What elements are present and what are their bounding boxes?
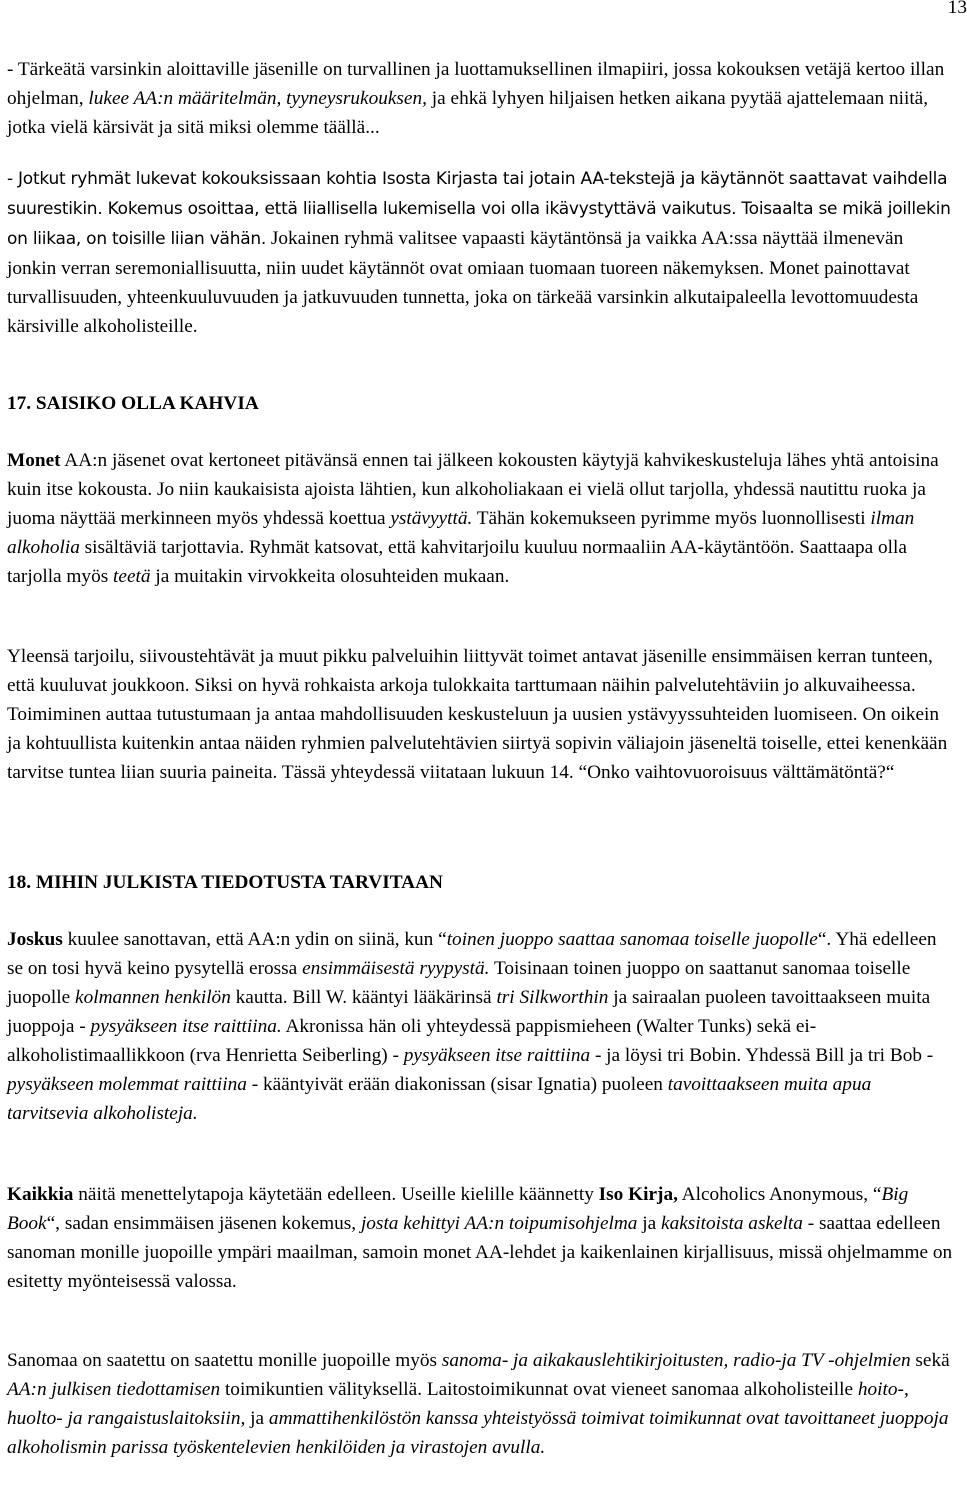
text-run: ja	[637, 1213, 662, 1234]
italic-run: sanoma- ja aikakauslehtikirjoitusten, radio-ja TV -ohjelmien	[441, 1350, 911, 1371]
text-run: Siksi on hyvä rohkaista arkoja tulokkaita tarttumaan näihin palvelutehtäviin jo alkuvaiheessa.	[189, 675, 916, 696]
paragraph-big-book	[7, 1180, 955, 1296]
italic-run: teetä	[113, 566, 151, 587]
text-run: Tässä yhteydessä viitataan lukuun 14. “Onko vaihtovuoroisuus välttämätöntä?“	[277, 762, 895, 783]
italic-run: tri Silkworthin	[496, 987, 609, 1008]
paragraph-service-tasks	[7, 642, 955, 787]
text-run: Yleensä tarjoilu, siivoustehtävät ja muut pikku palveluihin liittyvät toimet antavat jäsenille ensimmäisen kerran tunteen, että kuuluvat joukkoon.	[7, 646, 933, 696]
text-run: “, sadan ensimmäisen jäsenen kokemus,	[46, 1213, 361, 1234]
text-run: Alcoholics Anonymous, “	[677, 1184, 882, 1205]
text-run: ja muitakin virvokkeita olosuhteiden mukaan.	[150, 566, 510, 587]
paragraph-meeting-atmosphere	[7, 55, 955, 142]
text-run: näitä menettelytapoja käytetään edelleen.	[73, 1184, 397, 1205]
italic-run: pysyäkseen itse raittiina	[403, 1045, 591, 1066]
text-run: - kääntyivät erään diakonissan (sisar Ignatia) puoleen	[246, 1074, 668, 1095]
section-heading-18: 18. MIHIN JULKISTA TIEDOTUSTA TARVITAAN	[7, 872, 443, 893]
italic-run: pysyäkseen itse raittiina.	[90, 1016, 282, 1037]
text-run: Jokainen ryhmä valitsee vapaasti käytäntönsä ja vaikka AA:ssa näyttää ilmenevän jonkin verran seremoniallisuutta, niin uudet käytännöt ovat omiaan tuomaan tuoreen näkemyksen.	[7, 228, 904, 279]
text-run: Toisinaan toinen juoppo on saattanut sanomaa toiselle juopolle	[7, 958, 911, 1008]
italic-run: ammattihenkilöstön kanssa yhteistyössä toimivat toimikunnat ovat tavoittaneet juoppoja alkoholismin parissa työskentelevien henkilöiden ja virastojen avulla.	[7, 1408, 949, 1458]
italic-run: ystävyyttä.	[390, 508, 473, 529]
paragraph-reading-practices	[7, 164, 955, 341]
text-run: Useille kielille käännetty	[396, 1184, 599, 1205]
text-run: Toimiminen auttaa tutustumaan ja antaa mahdollisuuden keskusteluun ja uusien ystävyyssuhteiden luomiseen.	[7, 704, 858, 725]
italic-run: kaksitoista askelta	[661, 1213, 803, 1234]
text-run: Tähän kokemukseen pyrimme myös luonnollisesti	[472, 508, 871, 529]
italic-run: AA:n julkisen tiedottamisen	[7, 1379, 221, 1400]
italic-run: kolmannen henkilön	[75, 987, 231, 1008]
italic-run: tavoittaakseen muita apua tarvitsevia alkoholisteja.	[7, 1074, 872, 1124]
text-run: sekä	[910, 1350, 950, 1371]
text-run: On oikein ja kohtuullista kuitenkin antaa näiden ryhmien palvelutehtävien siirtyä sopivin väliajoin jäseneltä toiselle, ettei kenenkään tarvitse tuntea liian suuria paineita.	[7, 704, 948, 783]
text-run: ja sairaalan puoleen tavoittaakseen muita juoppoja -	[7, 987, 931, 1037]
text-run: Jo niin kaukaisista ajoista lähtien, kun alkoholiakaan ei vielä ollut tarjolla, yhdessä nautittu ruoka ja juoma näyttää merkinneen myös yhdessä koettua	[7, 479, 926, 529]
paragraph-media-outreach	[7, 1346, 955, 1462]
text-run: - ja löysi tri Bobin. Yhdessä Bill ja tri Bob -	[590, 1045, 934, 1066]
text-run: Ryhmät katsovat, että kahvitarjoilu kuuluu normaaliin AA-käytäntöön.	[244, 537, 795, 558]
bold-run: Kaikkia	[7, 1184, 74, 1205]
italic-run: lukee AA:n määritelmän, tyyneysrukouksen,	[88, 88, 427, 109]
italic-run: ilman alkoholia	[7, 508, 915, 558]
bold-run: Monet	[7, 450, 61, 471]
text-run: Saattaapa olla tarjolla myös	[7, 537, 907, 587]
text-run: sisältäviä tarjottavia.	[79, 537, 245, 558]
page-number: 13	[947, 0, 967, 18]
text-run: toimikuntien välityksellä.	[220, 1379, 423, 1400]
italic-run: ensimmäisestä ryypystä.	[302, 958, 490, 979]
italic-run: pysyäkseen molemmat raittiina	[7, 1074, 247, 1095]
text-run: - saattaa edelleen sanoman monille juopoille ympäri maailman, samoin monet AA-lehdet ja kaikenlainen kirjallisuus, missä ohjelmamme on esitetty myönteisessä valossa.	[7, 1213, 953, 1292]
text-run: ja ehkä lyhyen hiljaisen hetken aikana pyytää ajattelemaan niitä, jotka vielä kärsivät ja sitä miksi olemme täällä...	[7, 88, 929, 138]
text-run: “. Yhä edelleen se on tosi hyvä keino pysytellä erossa	[7, 929, 937, 979]
italic-run: josta kehittyi AA:n toipumisohjelma	[360, 1213, 638, 1234]
text-run: Laitostoimikunnat ovat vieneet sanomaa alkoholisteille	[422, 1379, 858, 1400]
paragraph-one-alcoholic-to-another	[7, 925, 955, 1128]
text-run: kautta. Bill W. kääntyi lääkärinsä	[230, 987, 497, 1008]
text-run: Akronissa hän oli yhteydessä pappismieheen (Walter Tunks) sekä ei-alkoholistimaallikkoon (rva Henrietta Seiberling) -	[7, 1016, 817, 1066]
text-run: - Jotkut ryhmät lukevat kokouksissaan kohtia Isosta Kirjasta tai jotain AA-tekstejä ja käytännöt saattavat vaihdella suurestikin. Kokemus osoittaa, että liiallisella lukemisella voi olla ikävystyttävä vaikutus. Toisaalta se mikä joillekin on liikaa, on toisille liian vähän.	[7, 169, 951, 249]
bold-run: Iso Kirja,	[598, 1184, 678, 1205]
italic-run: hoito-, huolto- ja rangaistuslaitoksiin,	[7, 1379, 909, 1429]
paragraph-coffee	[7, 446, 955, 591]
text-run: ja	[245, 1408, 269, 1429]
text-run: Sanomaa on saatettu on saatettu monille juopoille myös	[7, 1350, 442, 1371]
text-run: - Tärkeätä varsinkin aloittaville jäsenille on turvallinen ja luottamuksellinen ilmapiiri, jossa kokouksen vetäjä kertoo illan ohjelman,	[7, 59, 945, 109]
text-run: Monet painottavat turvallisuuden, yhteenkuuluvuuden ja jatkuvuuden tunnetta, joka on tärkeää varsinkin alkutaipaleella levottomuudesta kärsiville alkoholisteille.	[7, 258, 919, 337]
section-heading-17: 17. SAISIKO OLLA KAHVIA	[7, 393, 259, 414]
text-run: AA:n jäsenet ovat kertoneet pitävänsä ennen tai jälkeen kokousten käytyjä kahvikeskusteluja lähes yhtä antoisina kuin itse kokousta.	[7, 450, 939, 500]
text-run: kuulee sanottavan, että AA:n ydin on siinä, kun “	[62, 929, 447, 950]
bold-run: Joskus	[7, 929, 63, 950]
italic-run: Big Book	[7, 1184, 909, 1234]
italic-run: toinen juoppo saattaa sanomaa toiselle juopolle	[446, 929, 818, 950]
